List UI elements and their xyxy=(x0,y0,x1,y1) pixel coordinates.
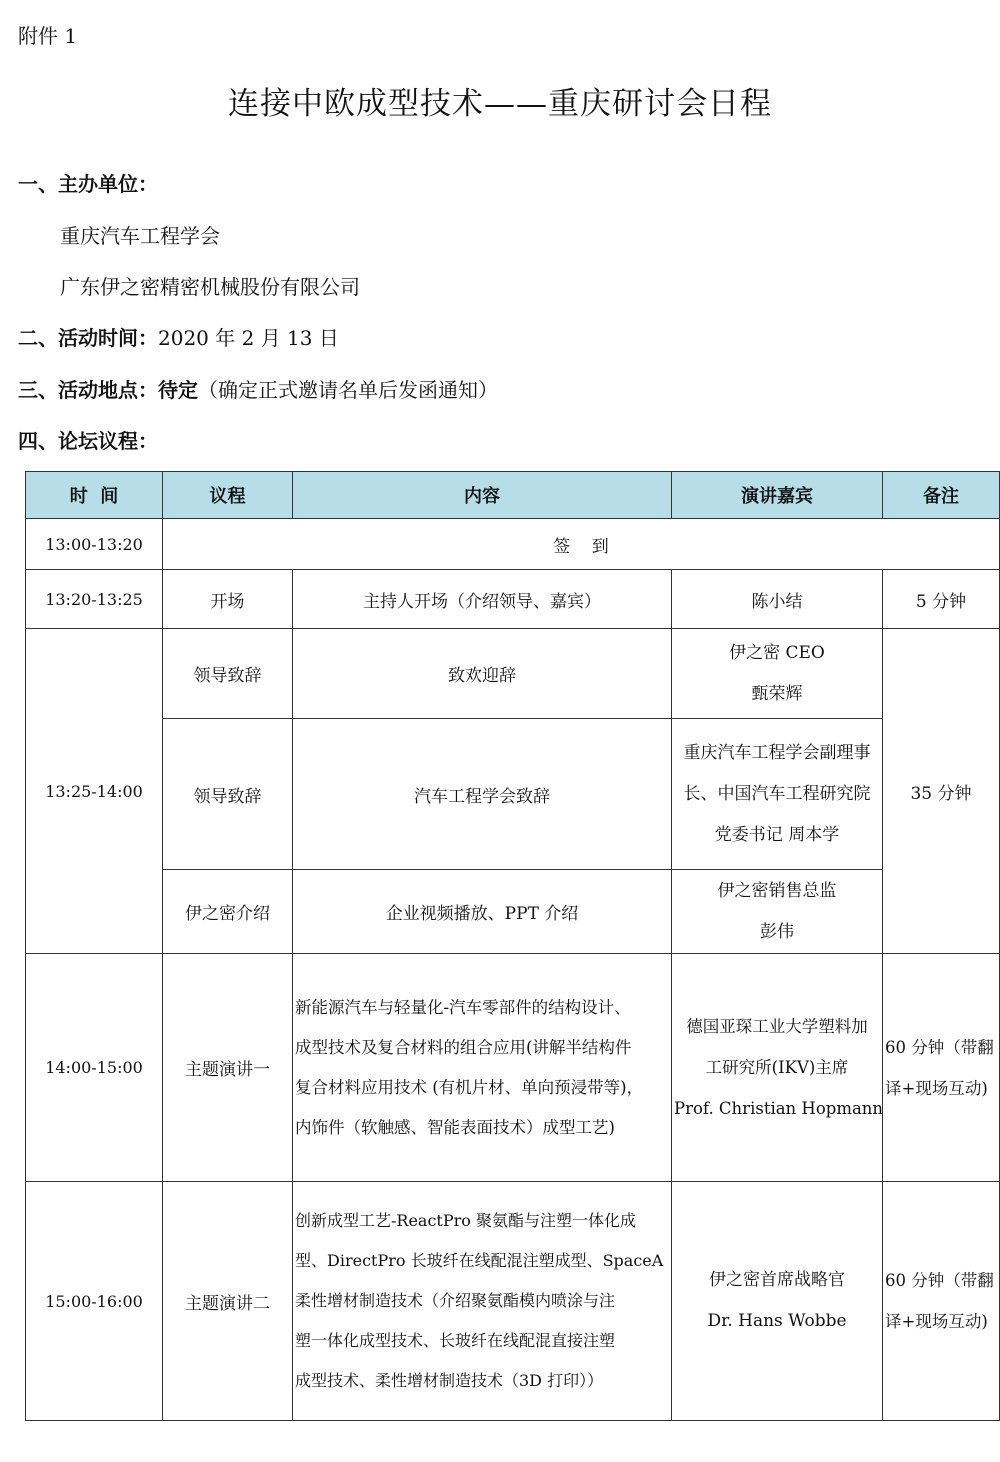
row-content: 签 到 xyxy=(163,519,1000,570)
table-row xyxy=(26,519,1000,570)
table-row xyxy=(26,629,1000,719)
organizer-1: 重庆汽车工程学会 xyxy=(60,224,220,248)
row-time: 13:00-13:20 xyxy=(26,519,163,570)
row-speaker: 伊之密首席战略官 Dr. Hans Wobbe xyxy=(672,1182,883,1421)
agenda-table xyxy=(25,471,1000,1421)
row-speaker: 重庆汽车工程学会副理事 长、中国汽车工程研究院 党委书记 周本学 xyxy=(672,719,883,870)
row-time: 13:25-14:00 xyxy=(26,629,163,954)
organizer-heading: 一、主办单位： xyxy=(18,172,158,196)
attachment-label: 附件 1 xyxy=(18,24,78,48)
row-speaker: 伊之密销售总监 彭伟 xyxy=(672,870,883,954)
table-row xyxy=(26,870,1000,954)
header-note: 备注 xyxy=(883,472,1000,519)
row-item: 领导致辞 xyxy=(163,629,293,719)
table-row xyxy=(26,719,1000,870)
row-content: 创新成型工艺-ReactPro 聚氨酯与注塑一体化成 型、DirectPro 长玻纤在线配混注塑成型、SpaceA 柔性增材制造技术（介绍聚氨酯模内喷涂与注 塑一体化成型技术、长玻纤在线配混直接注塑 成型技术、柔性增材制造技术（3D 打印）） xyxy=(293,1182,672,1421)
table-header-row xyxy=(26,472,1000,519)
row-speaker: 德国亚琛工业大学塑料加 工研究所(IKV)主席 Prof. Christian Hopmann xyxy=(672,954,883,1182)
row-item: 伊之密介绍 xyxy=(163,870,293,954)
row-note: 60 分钟（带翻 译+现场互动) xyxy=(883,954,1000,1182)
row-content: 企业视频播放、PPT 介绍 xyxy=(293,870,672,954)
header-content: 内容 xyxy=(293,472,672,519)
table-row xyxy=(26,570,1000,629)
page-title: 连接中欧成型技术——重庆研讨会日程 xyxy=(228,86,772,122)
row-speaker: 伊之密 CEO 甄荣辉 xyxy=(672,629,883,719)
row-time: 13:20-13:25 xyxy=(26,570,163,629)
row-item: 开场 xyxy=(163,570,293,629)
header-speaker: 演讲嘉宾 xyxy=(672,472,883,519)
header-item: 议程 xyxy=(163,472,293,519)
row-item: 主题演讲一 xyxy=(163,954,293,1182)
time-line: 二、活动时间：2020 年 2 月 13 日 xyxy=(18,326,339,350)
venue-line: 三、活动地点：待定（确定正式邀请名单后发函通知） xyxy=(18,378,498,402)
header-time: 时 间 xyxy=(26,472,163,519)
row-content: 致欢迎辞 xyxy=(293,629,672,719)
row-speaker: 陈小结 xyxy=(672,570,883,629)
row-note: 35 分钟 xyxy=(883,629,1000,954)
table-row xyxy=(26,954,1000,1182)
row-item: 主题演讲二 xyxy=(163,1182,293,1421)
table-row xyxy=(26,1182,1000,1421)
agenda-heading: 四、论坛议程： xyxy=(18,429,158,453)
row-content: 汽车工程学会致辞 xyxy=(293,719,672,870)
row-note: 60 分钟（带翻 译+现场互动) xyxy=(883,1182,1000,1421)
organizer-2: 广东伊之密精密机械股份有限公司 xyxy=(60,275,360,299)
row-content: 主持人开场（介绍领导、嘉宾） xyxy=(293,570,672,629)
row-note: 5 分钟 xyxy=(883,570,1000,629)
row-time: 15:00-16:00 xyxy=(26,1182,163,1421)
row-content: 新能源汽车与轻量化-汽车零部件的结构设计、 成型技术及复合材料的组合应用(讲解半结构件 复合材料应用技术 (有机片材、单向预浸带等)， 内饰件（软触感、智能表面技术）成型工艺) xyxy=(293,954,672,1182)
row-time: 14:00-15:00 xyxy=(26,954,163,1182)
row-item: 领导致辞 xyxy=(163,719,293,870)
